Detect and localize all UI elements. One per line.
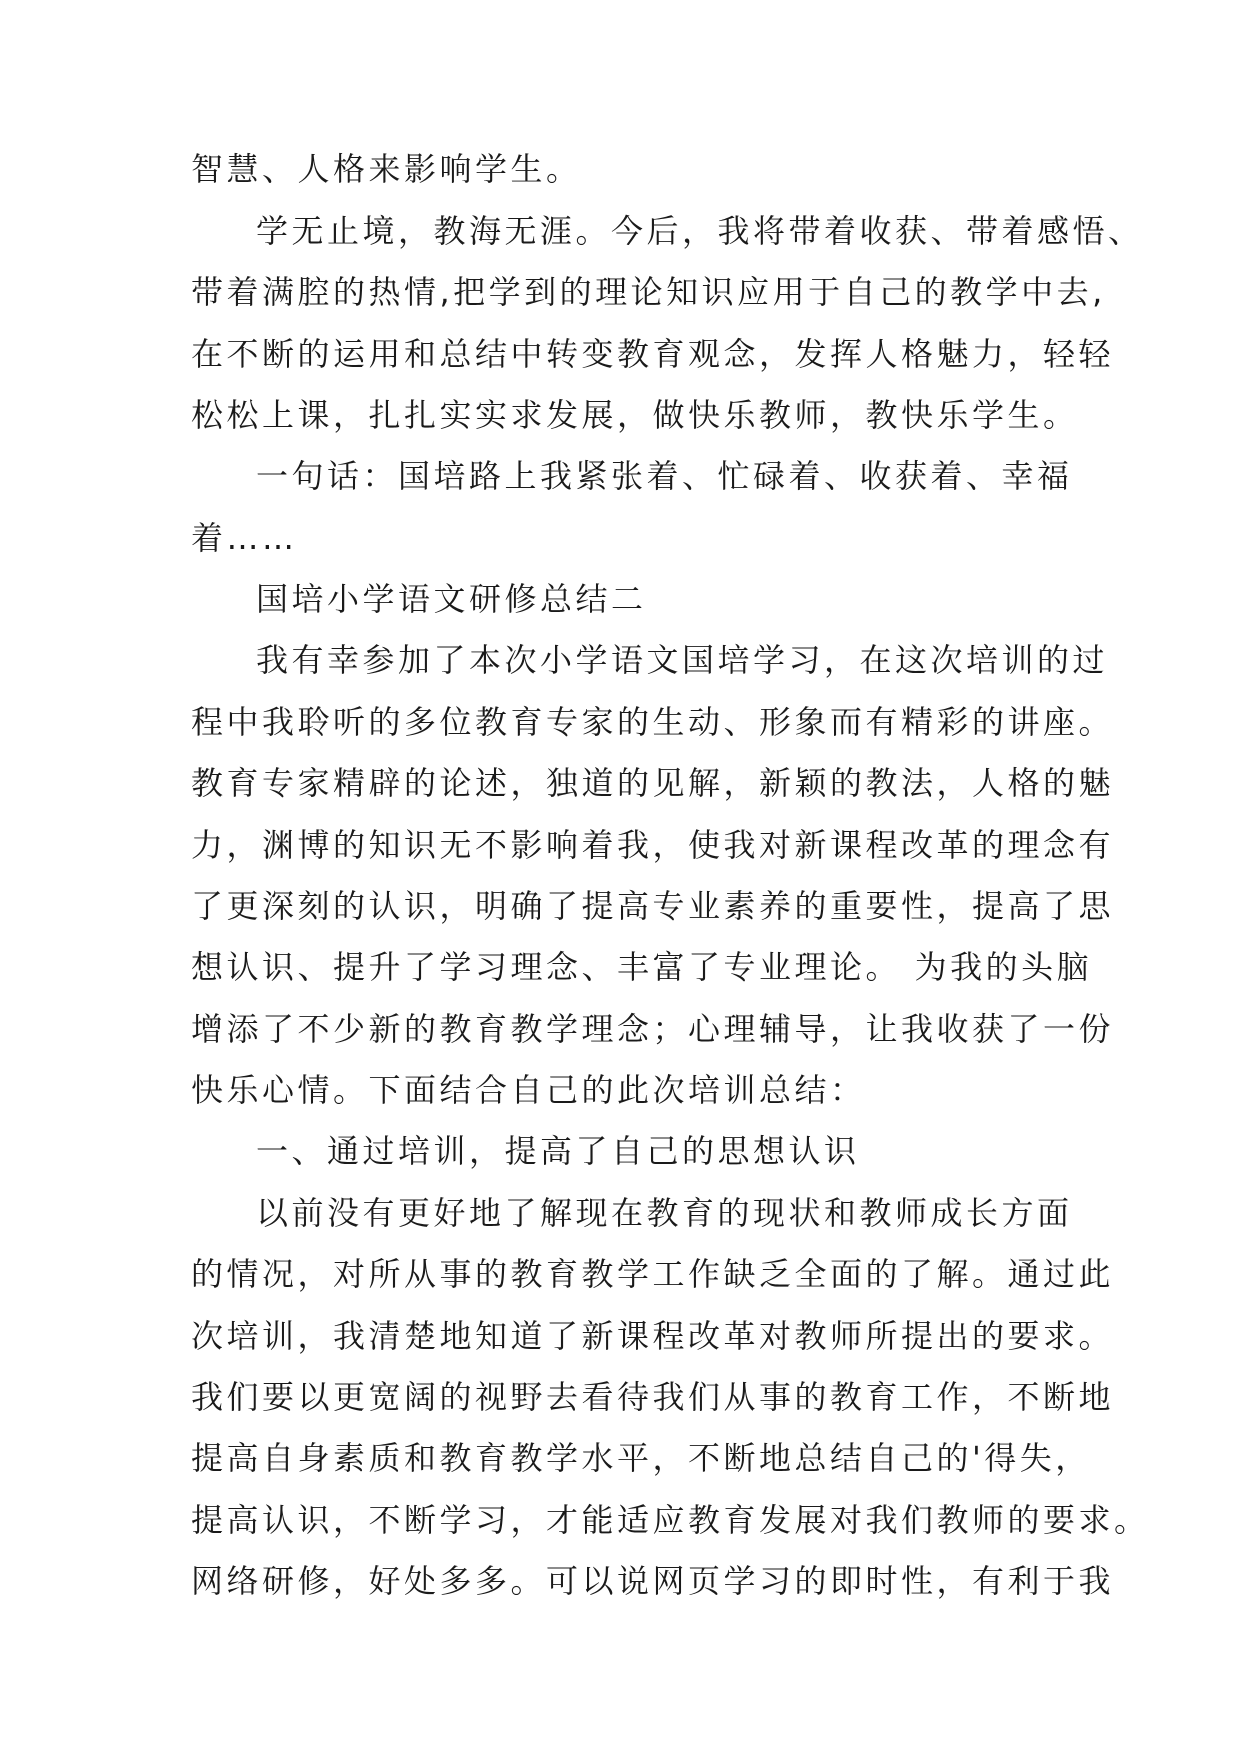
text-line: 提高认识，不断学习，才能适应教育发展对我们教师的要求。 [191, 1501, 1150, 1539]
text-line: 松松上课，扎扎实实求发展，做快乐教师，教快乐学生。 [191, 396, 1079, 434]
text-line: 快乐心情。下面结合自己的此次培训总结： [191, 1071, 866, 1109]
text-line: 以前没有更好地了解现在教育的现状和教师成长方面 [256, 1194, 1073, 1232]
text-line: 我们要以更宽阔的视野去看待我们从事的教育工作，不断地 [191, 1378, 1115, 1416]
text-line: 网络研修，好处多多。可以说网页学习的即时性，有利于我 [191, 1562, 1115, 1600]
text-line: 着…… [191, 519, 298, 557]
text-line: 我有幸参加了本次小学语文国培学习，在这次培训的过 [256, 641, 1109, 679]
text-line: 智慧、人格来影响学生。 [191, 150, 582, 188]
text-line: 次培训，我清楚地知道了新课程改革对教师所提出的要求。 [191, 1317, 1115, 1355]
text-line: 增添了不少新的教育教学理念；心理辅导，让我收获了一份 [191, 1010, 1115, 1048]
text-line: 学无止境，教海无涯。今后，我将带着收获、带着感悟、 [256, 212, 1144, 250]
text-line: 教育专家精辟的论述，独道的见解，新颖的教法，人格的魅 [191, 764, 1115, 802]
subsection-heading: 一、通过培训，提高了自己的思想认识 [256, 1132, 860, 1170]
section-heading: 国培小学语文研修总结二 [256, 580, 647, 618]
text-line: 了更深刻的认识，明确了提高专业素养的重要性，提高了思 [191, 887, 1115, 925]
text-line: 力，渊博的知识无不影响着我，使我对新课程改革的理念有 [191, 826, 1115, 864]
text-line: 在不断的运用和总结中转变教育观念，发挥人格魅力，轻轻 [191, 335, 1115, 373]
text-line: 带着满腔的热情,把学到的理论知识应用于自己的教学中去, [191, 273, 1106, 311]
text-line: 的情况，对所从事的教育教学工作缺乏全面的了解。通过此 [191, 1255, 1115, 1293]
text-line: 一句话：国培路上我紧张着、忙碌着、收获着、幸福 [256, 457, 1073, 495]
text-line: 提高自身素质和教育教学水平，不断地总结自己的'得失， [191, 1439, 1091, 1477]
text-line: 程中我聆听的多位教育专家的生动、形象而有精彩的讲座。 [191, 703, 1115, 741]
text-line: 想认识、提升了学习理念、丰富了专业理论。 为我的头脑 [191, 948, 1093, 986]
